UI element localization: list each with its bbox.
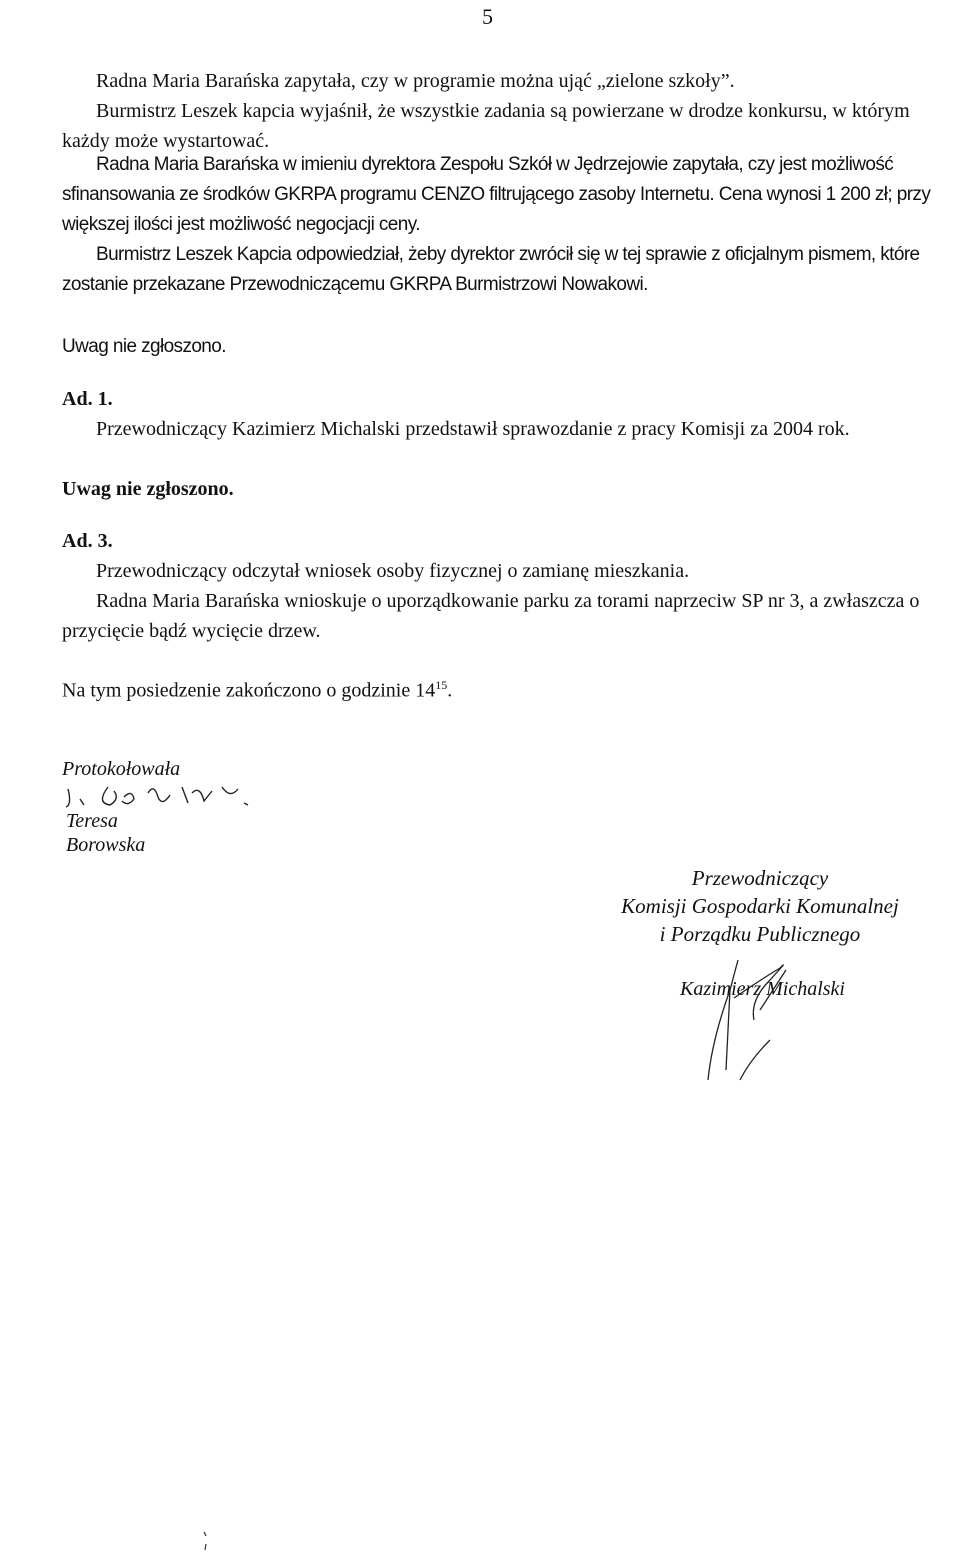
- closing-end: .: [447, 679, 453, 702]
- ad3-text-2: Radna Maria Barańska wnioskuje o uporządkowanie parku za torami naprzeciw SP nr 3, a zwłaszcza o przycięcie bądź wycięcie drzew.: [62, 590, 920, 642]
- closing-line: [62, 670, 936, 706]
- signature-left-name: Teresa Borowska: [66, 810, 146, 856]
- handwritten-signature-right: [690, 950, 850, 1090]
- handwritten-signature-left: [62, 779, 262, 813]
- signature-right-line-1: Przewodniczący: [691, 866, 829, 890]
- small-ink-mark: [200, 1530, 212, 1554]
- ad1-heading: Ad. 1.: [62, 388, 113, 410]
- signature-right-line-2: Komisji Gospodarki Komunalnej: [621, 894, 899, 918]
- paragraph-3: Radna Maria Barańska w imieniu dyrektora Zespołu Szkół w Jędrzejowie zapytała, czy jest możliwość sfinansowania ze środków GKRPA programu CENZO filtrującego zasoby Internetu. Cena wynosi 1 200 zł; przy większej ilości jest możliwość negocjacji ceny.: [62, 154, 931, 235]
- signature-right-line-3: i Porządku Publicznego: [659, 922, 861, 946]
- ad3-text-1: Przewodniczący odczytał wniosek osoby fizycznej o zamianę mieszkania.: [96, 560, 690, 582]
- ad1-bold-note: Uwag nie zgłoszono.: [62, 478, 234, 500]
- paragraph-1: Radna Maria Barańska zapytała, czy w programie można ująć „zielone szkoły”.: [96, 70, 735, 92]
- signature-right-name: Kazimierz Michalski: [680, 978, 845, 1000]
- signature-left-role: Protokołowała: [62, 758, 181, 780]
- ad3-heading: Ad. 3.: [62, 530, 113, 552]
- closing-text: Na tym posiedzenie zakończono o godzinie 14: [62, 679, 436, 702]
- ad1-text: Przewodniczący Kazimierz Michalski przedstawił sprawozdanie z pracy Komisji za 2004 rok.: [96, 418, 850, 440]
- signature-left: [62, 757, 181, 856]
- paragraph-5: Uwag nie zgłoszono.: [62, 336, 226, 357]
- page-number: 5: [482, 4, 493, 29]
- paragraph-2: Burmistrz Leszek kapcia wyjaśnił, że wszystkie zadania są powierzane w drodze konkursu, w którym każdy może wystartować.: [62, 100, 910, 152]
- signature-right-block: [600, 864, 920, 948]
- paragraph-4: Burmistrz Leszek Kapcia odpowiedział, żeby dyrektor zwrócił się w tej sprawie z oficjalnym pismem, które zostanie przekazane Przewodniczącemu GKRPA Burmistrzowi Nowakowi.: [62, 244, 920, 295]
- closing-sup: 15: [435, 678, 448, 692]
